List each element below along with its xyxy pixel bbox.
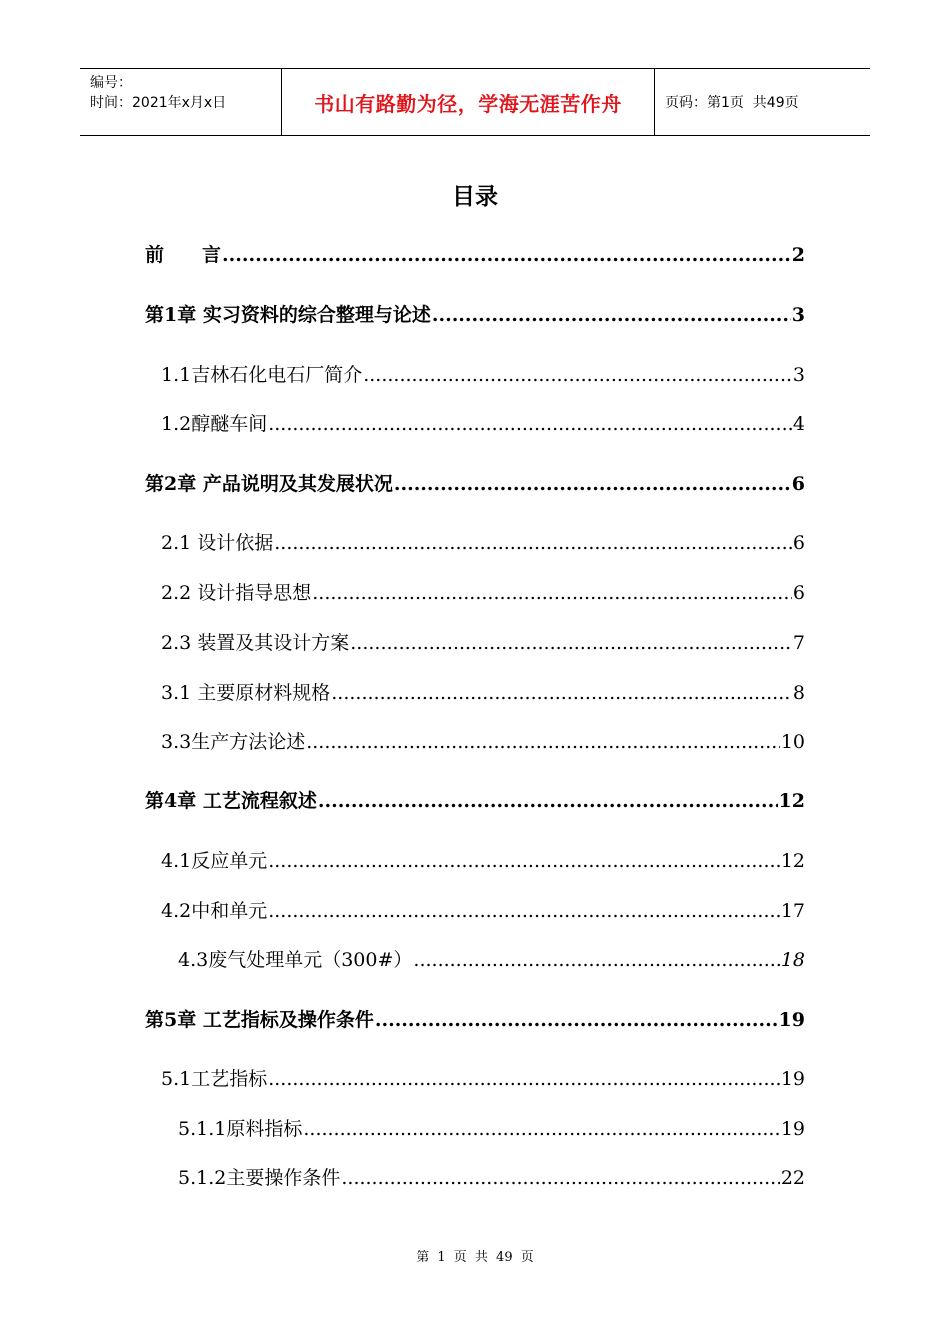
toc-entry-label: 2.1 设计依据 (161, 532, 274, 554)
toc-entry-chapter-1[interactable] (145, 300, 805, 327)
toc-entry-4-2[interactable] (161, 896, 805, 923)
toc-entry-page: 2 (791, 244, 805, 266)
toc-entry-4-3[interactable] (178, 945, 805, 972)
toc-entry-1-2[interactable] (161, 409, 805, 436)
document-time-label: 时间：2021年x月x日 (90, 95, 227, 111)
document-number-label: 编号： (90, 75, 132, 91)
toc-entry-3-1[interactable] (161, 678, 805, 705)
toc-entry-label: 1.1吉林石化电石厂简介 (161, 364, 363, 386)
toc-entry-page: 6 (792, 532, 805, 554)
toc-entry-preface[interactable] (145, 240, 805, 267)
toc-leader-dots (222, 244, 791, 266)
toc-leader-dots (413, 949, 779, 971)
toc-entry-page: 19 (780, 1068, 805, 1090)
toc-entry-label: 2.2 设计指导思想 (161, 582, 312, 604)
header-page-info-text: 页码：第1页 共49页 (665, 95, 799, 111)
toc-entry-page: 3 (791, 304, 805, 326)
toc-entry-label: 4.3废气处理单元（300#） (178, 949, 413, 971)
toc-entry-page: 17 (780, 900, 805, 922)
toc-leader-dots (394, 473, 791, 495)
toc-entry-label: 第2章 产品说明及其发展状况 (145, 473, 393, 495)
toc-leader-dots (303, 1118, 779, 1140)
toc-leader-dots (318, 790, 778, 812)
toc-entry-chapter-5[interactable] (145, 1005, 805, 1032)
toc-entry-label: 前 言 (145, 244, 222, 266)
toc-entry-page: 19 (780, 1118, 805, 1140)
toc-leader-dots (268, 850, 780, 872)
toc-entry-2-3[interactable] (161, 628, 805, 655)
toc-entry-label: 5.1工艺指标 (161, 1068, 268, 1090)
toc-leader-dots (432, 304, 791, 326)
toc-title: 目录 (452, 184, 498, 210)
toc-entry-chapter-2[interactable] (145, 469, 805, 496)
toc-leader-dots (268, 413, 792, 435)
toc-entry-label: 3.1 主要原材料规格 (161, 682, 331, 704)
toc-entry-label: 1.2醇醚车间 (161, 413, 268, 435)
toc-entry-label: 5.1.2主要操作条件 (178, 1167, 341, 1189)
header-motto: 书山有路勤为径，学海无涯苦作舟 (282, 69, 655, 135)
toc-entry-label: 2.3 装置及其设计方案 (161, 632, 350, 654)
toc-leader-dots (331, 682, 792, 704)
header-meta (80, 69, 282, 135)
toc-entry-3-3[interactable] (161, 727, 805, 754)
toc-entry-label: 3.3生产方法论述 (161, 731, 306, 753)
toc-entry-page: 10 (780, 731, 805, 753)
toc-leader-dots (268, 1068, 780, 1090)
toc-entry-label: 第4章 工艺流程叙述 (145, 790, 317, 812)
toc-entry-page: 6 (792, 582, 805, 604)
toc-entry-chapter-4[interactable] (145, 786, 805, 813)
toc-entry-1-1[interactable] (161, 360, 805, 387)
toc-leader-dots (341, 1167, 779, 1189)
toc-leader-dots (350, 632, 792, 654)
toc-entry-page: 8 (792, 682, 805, 704)
toc-entry-page: 6 (791, 473, 805, 495)
toc-entry-label: 第1章 实习资料的综合整理与论述 (145, 304, 431, 326)
toc-entry-page: 12 (778, 790, 805, 812)
toc-entry-page: 3 (792, 364, 805, 386)
header-page-info (655, 69, 870, 135)
toc-entry-label: 4.2中和单元 (161, 900, 268, 922)
toc-entry-2-2[interactable] (161, 578, 805, 605)
toc-entry-page: 22 (780, 1167, 805, 1189)
toc-leader-dots (268, 900, 780, 922)
toc-entry-page: 12 (780, 850, 805, 872)
toc-entry-label: 4.1反应单元 (161, 850, 268, 872)
toc-entry-page: 4 (792, 413, 805, 435)
toc-leader-dots (306, 731, 780, 753)
toc-entry-5-1[interactable] (161, 1064, 805, 1091)
toc-entry-2-1[interactable] (161, 528, 805, 555)
toc-entry-label: 5.1.1原料指标 (178, 1118, 303, 1140)
toc-leader-dots (274, 532, 792, 554)
page-header (80, 68, 870, 136)
toc-leader-dots (363, 364, 792, 386)
page-footer: 第 1 页 共 49 页 (416, 1250, 534, 1265)
toc-entry-page: 7 (792, 632, 805, 654)
toc-entry-label: 第5章 工艺指标及操作条件 (145, 1009, 374, 1031)
toc-leader-dots (312, 582, 792, 604)
toc-entry-page: 19 (778, 1009, 805, 1031)
toc-entry-5-1-1[interactable] (178, 1114, 805, 1141)
toc-entry-page: 18 (780, 949, 805, 971)
toc-entry-4-1[interactable] (161, 846, 805, 873)
toc-leader-dots (375, 1009, 778, 1031)
toc-entry-5-1-2[interactable] (178, 1163, 805, 1190)
